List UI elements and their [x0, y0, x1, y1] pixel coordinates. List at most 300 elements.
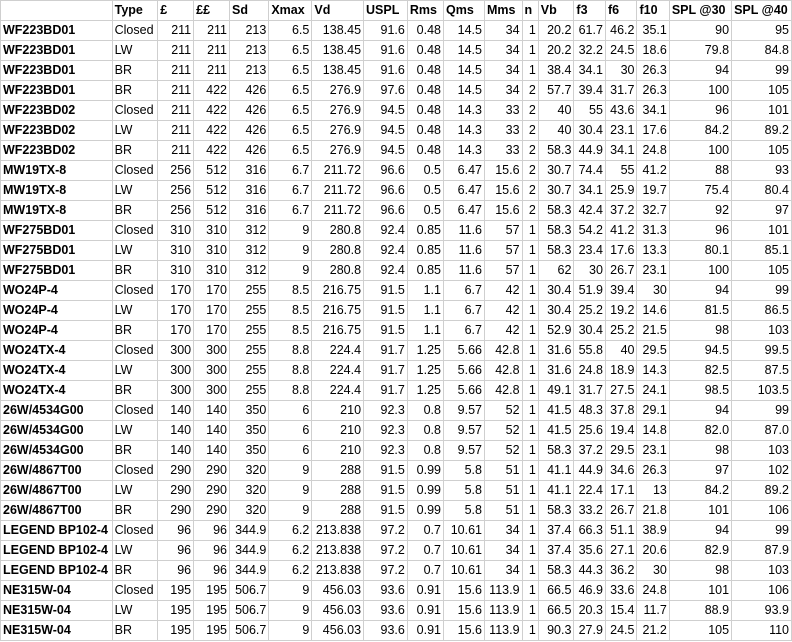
value-cell[interactable]: 84.8	[732, 41, 792, 61]
header-cell[interactable]: SPL @30	[669, 1, 731, 21]
value-cell[interactable]: 0.5	[407, 201, 443, 221]
type-cell[interactable]: Closed	[112, 221, 158, 241]
type-cell[interactable]: BR	[112, 61, 158, 81]
value-cell[interactable]: 30	[637, 561, 669, 581]
value-cell[interactable]: 29.5	[637, 341, 669, 361]
value-cell[interactable]: 6.7	[444, 281, 485, 301]
type-cell[interactable]: BR	[112, 561, 158, 581]
value-cell[interactable]: 90.3	[538, 621, 574, 641]
model-cell[interactable]: NE315W-04	[1, 621, 113, 641]
value-cell[interactable]: 26.3	[637, 461, 669, 481]
value-cell[interactable]: 140	[194, 441, 230, 461]
value-cell[interactable]: 17.1	[605, 481, 637, 501]
value-cell[interactable]: 316	[230, 161, 269, 181]
value-cell[interactable]: 66.5	[538, 601, 574, 621]
value-cell[interactable]: 101	[669, 501, 731, 521]
header-cell[interactable]: Rms	[407, 1, 443, 21]
value-cell[interactable]: 10.61	[444, 541, 485, 561]
value-cell[interactable]: 1.1	[407, 301, 443, 321]
value-cell[interactable]: 17.6	[637, 121, 669, 141]
model-cell[interactable]: WF223BD02	[1, 101, 113, 121]
value-cell[interactable]: 320	[230, 501, 269, 521]
value-cell[interactable]: 95	[732, 21, 792, 41]
value-cell[interactable]: 105	[732, 261, 792, 281]
value-cell[interactable]: 15.6	[444, 621, 485, 641]
value-cell[interactable]: 0.85	[407, 261, 443, 281]
value-cell[interactable]: 81.5	[669, 301, 731, 321]
value-cell[interactable]: 15.6	[485, 161, 523, 181]
value-cell[interactable]: 14.3	[637, 361, 669, 381]
value-cell[interactable]: 8.8	[269, 341, 312, 361]
value-cell[interactable]: 344.9	[230, 561, 269, 581]
value-cell[interactable]: 58.3	[538, 561, 574, 581]
value-cell[interactable]: 91.7	[364, 361, 408, 381]
value-cell[interactable]: 280.8	[312, 221, 364, 241]
model-cell[interactable]: WO24TX-4	[1, 361, 113, 381]
value-cell[interactable]: 1	[522, 441, 538, 461]
value-cell[interactable]: 75.4	[669, 181, 731, 201]
value-cell[interactable]: 57	[485, 241, 523, 261]
value-cell[interactable]: 91.5	[364, 461, 408, 481]
value-cell[interactable]: 0.8	[407, 441, 443, 461]
value-cell[interactable]: 97.2	[364, 561, 408, 581]
value-cell[interactable]: 24.8	[637, 581, 669, 601]
value-cell[interactable]: 216.75	[312, 321, 364, 341]
value-cell[interactable]: 92	[669, 201, 731, 221]
value-cell[interactable]: 38.9	[637, 521, 669, 541]
value-cell[interactable]: 211	[158, 141, 194, 161]
value-cell[interactable]: 18.9	[605, 361, 637, 381]
value-cell[interactable]: 0.48	[407, 141, 443, 161]
value-cell[interactable]: 94.5	[364, 121, 408, 141]
value-cell[interactable]: 58.3	[538, 241, 574, 261]
value-cell[interactable]: 15.6	[444, 601, 485, 621]
type-cell[interactable]: LW	[112, 481, 158, 501]
value-cell[interactable]: 290	[158, 501, 194, 521]
value-cell[interactable]: 30.4	[538, 301, 574, 321]
value-cell[interactable]: 0.91	[407, 621, 443, 641]
value-cell[interactable]: 89.2	[732, 481, 792, 501]
value-cell[interactable]: 2	[522, 81, 538, 101]
value-cell[interactable]: 310	[158, 241, 194, 261]
value-cell[interactable]: 170	[158, 321, 194, 341]
model-cell[interactable]: LEGEND BP102-4	[1, 561, 113, 581]
value-cell[interactable]: 6	[269, 401, 312, 421]
value-cell[interactable]: 61.7	[574, 21, 606, 41]
value-cell[interactable]: 1	[522, 281, 538, 301]
value-cell[interactable]: 32.2	[574, 41, 606, 61]
value-cell[interactable]: 456.03	[312, 621, 364, 641]
value-cell[interactable]: 320	[230, 481, 269, 501]
value-cell[interactable]: 100	[669, 141, 731, 161]
header-cell[interactable]: Qms	[444, 1, 485, 21]
value-cell[interactable]: 6.5	[269, 21, 312, 41]
type-cell[interactable]: BR	[112, 501, 158, 521]
value-cell[interactable]: 33.6	[605, 581, 637, 601]
value-cell[interactable]: 96	[194, 521, 230, 541]
header-cell[interactable]: Xmax	[269, 1, 312, 21]
type-cell[interactable]: LW	[112, 241, 158, 261]
value-cell[interactable]: 310	[158, 261, 194, 281]
value-cell[interactable]: 93.6	[364, 621, 408, 641]
value-cell[interactable]: 170	[194, 281, 230, 301]
value-cell[interactable]: 506.7	[230, 621, 269, 641]
value-cell[interactable]: 195	[158, 601, 194, 621]
value-cell[interactable]: 52.9	[538, 321, 574, 341]
value-cell[interactable]: 6.2	[269, 561, 312, 581]
value-cell[interactable]: 96	[194, 561, 230, 581]
value-cell[interactable]: 211	[158, 61, 194, 81]
value-cell[interactable]: 5.8	[444, 481, 485, 501]
header-cell[interactable]: £	[158, 1, 194, 21]
value-cell[interactable]: 6.7	[269, 161, 312, 181]
value-cell[interactable]: 48.3	[574, 401, 606, 421]
value-cell[interactable]: 0.5	[407, 161, 443, 181]
value-cell[interactable]: 30	[605, 61, 637, 81]
value-cell[interactable]: 58.3	[538, 501, 574, 521]
value-cell[interactable]: 42.8	[485, 381, 523, 401]
value-cell[interactable]: 15.4	[605, 601, 637, 621]
value-cell[interactable]: 6.5	[269, 61, 312, 81]
value-cell[interactable]: 35.6	[574, 541, 606, 561]
value-cell[interactable]: 276.9	[312, 121, 364, 141]
value-cell[interactable]: 195	[158, 621, 194, 641]
value-cell[interactable]: 96.6	[364, 161, 408, 181]
value-cell[interactable]: 20.6	[637, 541, 669, 561]
value-cell[interactable]: 6.47	[444, 201, 485, 221]
value-cell[interactable]: 41.5	[538, 401, 574, 421]
value-cell[interactable]: 312	[230, 241, 269, 261]
value-cell[interactable]: 14.8	[637, 421, 669, 441]
value-cell[interactable]: 0.48	[407, 81, 443, 101]
value-cell[interactable]: 52	[485, 421, 523, 441]
value-cell[interactable]: 9	[269, 241, 312, 261]
type-cell[interactable]: BR	[112, 441, 158, 461]
value-cell[interactable]: 37.2	[605, 201, 637, 221]
value-cell[interactable]: 255	[230, 381, 269, 401]
value-cell[interactable]: 34.1	[574, 181, 606, 201]
value-cell[interactable]: 74.4	[574, 161, 606, 181]
value-cell[interactable]: 1	[522, 401, 538, 421]
value-cell[interactable]: 138.45	[312, 61, 364, 81]
value-cell[interactable]: 91.6	[364, 21, 408, 41]
value-cell[interactable]: 99	[732, 401, 792, 421]
value-cell[interactable]: 2	[522, 161, 538, 181]
value-cell[interactable]: 101	[669, 581, 731, 601]
value-cell[interactable]: 94.5	[364, 101, 408, 121]
value-cell[interactable]: 11.6	[444, 241, 485, 261]
value-cell[interactable]: 82.5	[669, 361, 731, 381]
value-cell[interactable]: 9	[269, 621, 312, 641]
value-cell[interactable]: 92.4	[364, 221, 408, 241]
value-cell[interactable]: 8.8	[269, 361, 312, 381]
model-cell[interactable]: MW19TX-8	[1, 201, 113, 221]
value-cell[interactable]: 52	[485, 401, 523, 421]
value-cell[interactable]: 37.2	[574, 441, 606, 461]
value-cell[interactable]: 9	[269, 481, 312, 501]
value-cell[interactable]: 46.9	[574, 581, 606, 601]
value-cell[interactable]: 96	[158, 521, 194, 541]
value-cell[interactable]: 37.8	[605, 401, 637, 421]
value-cell[interactable]: 33	[485, 101, 523, 121]
type-cell[interactable]: Closed	[112, 581, 158, 601]
value-cell[interactable]: 211.72	[312, 201, 364, 221]
value-cell[interactable]: 6	[269, 441, 312, 461]
value-cell[interactable]: 6.5	[269, 101, 312, 121]
value-cell[interactable]: 310	[194, 261, 230, 281]
model-cell[interactable]: 26W/4867T00	[1, 461, 113, 481]
type-cell[interactable]: Closed	[112, 341, 158, 361]
value-cell[interactable]: 0.99	[407, 501, 443, 521]
value-cell[interactable]: 1	[522, 501, 538, 521]
header-cell[interactable]: Vd	[312, 1, 364, 21]
value-cell[interactable]: 96	[158, 541, 194, 561]
value-cell[interactable]: 6.7	[444, 301, 485, 321]
value-cell[interactable]: 100	[669, 261, 731, 281]
model-cell[interactable]: WO24P-4	[1, 321, 113, 341]
value-cell[interactable]: 506.7	[230, 581, 269, 601]
value-cell[interactable]: 9	[269, 601, 312, 621]
value-cell[interactable]: 213	[230, 21, 269, 41]
value-cell[interactable]: 140	[158, 401, 194, 421]
value-cell[interactable]: 6.7	[269, 201, 312, 221]
value-cell[interactable]: 14.5	[444, 81, 485, 101]
value-cell[interactable]: 6.5	[269, 141, 312, 161]
value-cell[interactable]: 20.2	[538, 41, 574, 61]
value-cell[interactable]: 98	[669, 441, 731, 461]
value-cell[interactable]: 66.3	[574, 521, 606, 541]
value-cell[interactable]: 6.5	[269, 81, 312, 101]
value-cell[interactable]: 344.9	[230, 521, 269, 541]
value-cell[interactable]: 280.8	[312, 261, 364, 281]
value-cell[interactable]: 94	[669, 61, 731, 81]
value-cell[interactable]: 34	[485, 521, 523, 541]
value-cell[interactable]: 9.57	[444, 401, 485, 421]
value-cell[interactable]: 14.6	[637, 301, 669, 321]
value-cell[interactable]: 24.8	[637, 141, 669, 161]
value-cell[interactable]: 58.3	[538, 441, 574, 461]
value-cell[interactable]: 1.25	[407, 381, 443, 401]
value-cell[interactable]: 39.4	[574, 81, 606, 101]
value-cell[interactable]: 35.1	[637, 21, 669, 41]
value-cell[interactable]: 51	[485, 461, 523, 481]
value-cell[interactable]: 30.4	[574, 121, 606, 141]
value-cell[interactable]: 94.5	[669, 341, 731, 361]
value-cell[interactable]: 8.5	[269, 321, 312, 341]
value-cell[interactable]: 288	[312, 461, 364, 481]
type-cell[interactable]: BR	[112, 381, 158, 401]
value-cell[interactable]: 426	[230, 101, 269, 121]
value-cell[interactable]: 23.1	[637, 441, 669, 461]
value-cell[interactable]: 1.1	[407, 321, 443, 341]
value-cell[interactable]: 58.3	[538, 221, 574, 241]
value-cell[interactable]: 0.8	[407, 401, 443, 421]
value-cell[interactable]: 26.7	[605, 261, 637, 281]
value-cell[interactable]: 91.7	[364, 341, 408, 361]
value-cell[interactable]: 96	[669, 221, 731, 241]
value-cell[interactable]: 91.5	[364, 481, 408, 501]
value-cell[interactable]: 1	[522, 341, 538, 361]
value-cell[interactable]: 506.7	[230, 601, 269, 621]
value-cell[interactable]: 40	[538, 121, 574, 141]
value-cell[interactable]: 93.9	[732, 601, 792, 621]
value-cell[interactable]: 34	[485, 561, 523, 581]
type-cell[interactable]: LW	[112, 41, 158, 61]
value-cell[interactable]: 55	[605, 161, 637, 181]
value-cell[interactable]: 91.7	[364, 381, 408, 401]
value-cell[interactable]: 34.6	[605, 461, 637, 481]
value-cell[interactable]: 2	[522, 181, 538, 201]
value-cell[interactable]: 58.3	[538, 201, 574, 221]
value-cell[interactable]: 34	[485, 541, 523, 561]
value-cell[interactable]: 344.9	[230, 541, 269, 561]
value-cell[interactable]: 290	[158, 481, 194, 501]
value-cell[interactable]: 87.9	[732, 541, 792, 561]
value-cell[interactable]: 14.3	[444, 141, 485, 161]
value-cell[interactable]: 213.838	[312, 541, 364, 561]
header-cell[interactable]: f10	[637, 1, 669, 21]
value-cell[interactable]: 5.8	[444, 461, 485, 481]
value-cell[interactable]: 0.48	[407, 121, 443, 141]
header-cell-model[interactable]	[1, 1, 113, 21]
value-cell[interactable]: 93.6	[364, 581, 408, 601]
value-cell[interactable]: 91.6	[364, 61, 408, 81]
header-cell[interactable]: Vb	[538, 1, 574, 21]
value-cell[interactable]: 195	[194, 621, 230, 641]
value-cell[interactable]: 256	[158, 181, 194, 201]
value-cell[interactable]: 91.5	[364, 501, 408, 521]
value-cell[interactable]: 224.4	[312, 361, 364, 381]
value-cell[interactable]: 213.838	[312, 521, 364, 541]
value-cell[interactable]: 23.1	[637, 261, 669, 281]
value-cell[interactable]: 224.4	[312, 381, 364, 401]
value-cell[interactable]: 11.7	[637, 601, 669, 621]
type-cell[interactable]: LW	[112, 181, 158, 201]
value-cell[interactable]: 310	[194, 241, 230, 261]
value-cell[interactable]: 14.3	[444, 121, 485, 141]
value-cell[interactable]: 87.0	[732, 421, 792, 441]
value-cell[interactable]: 80.4	[732, 181, 792, 201]
value-cell[interactable]: 0.85	[407, 241, 443, 261]
value-cell[interactable]: 1	[522, 461, 538, 481]
value-cell[interactable]: 24.5	[605, 41, 637, 61]
value-cell[interactable]: 26.7	[605, 501, 637, 521]
value-cell[interactable]: 92.3	[364, 421, 408, 441]
value-cell[interactable]: 58.3	[538, 141, 574, 161]
header-cell[interactable]: ££	[194, 1, 230, 21]
type-cell[interactable]: Closed	[112, 401, 158, 421]
value-cell[interactable]: 512	[194, 161, 230, 181]
value-cell[interactable]: 0.99	[407, 461, 443, 481]
value-cell[interactable]: 113.9	[485, 601, 523, 621]
value-cell[interactable]: 320	[230, 461, 269, 481]
value-cell[interactable]: 211	[194, 21, 230, 41]
value-cell[interactable]: 113.9	[485, 581, 523, 601]
type-cell[interactable]: BR	[112, 621, 158, 641]
value-cell[interactable]: 0.7	[407, 521, 443, 541]
value-cell[interactable]: 26.3	[637, 81, 669, 101]
value-cell[interactable]: 2	[522, 101, 538, 121]
value-cell[interactable]: 1	[522, 381, 538, 401]
value-cell[interactable]: 14.5	[444, 41, 485, 61]
value-cell[interactable]: 87.5	[732, 361, 792, 381]
value-cell[interactable]: 0.99	[407, 481, 443, 501]
value-cell[interactable]: 42	[485, 321, 523, 341]
type-cell[interactable]: Closed	[112, 161, 158, 181]
value-cell[interactable]: 91.5	[364, 321, 408, 341]
value-cell[interactable]: 30.7	[538, 181, 574, 201]
value-cell[interactable]: 24.8	[574, 361, 606, 381]
value-cell[interactable]: 13	[637, 481, 669, 501]
value-cell[interactable]: 288	[312, 501, 364, 521]
model-cell[interactable]: WF223BD01	[1, 41, 113, 61]
value-cell[interactable]: 0.8	[407, 421, 443, 441]
value-cell[interactable]: 31.7	[574, 381, 606, 401]
value-cell[interactable]: 211	[194, 41, 230, 61]
value-cell[interactable]: 256	[158, 161, 194, 181]
type-cell[interactable]: LW	[112, 601, 158, 621]
value-cell[interactable]: 55	[574, 101, 606, 121]
model-cell[interactable]: MW19TX-8	[1, 161, 113, 181]
value-cell[interactable]: 103	[732, 561, 792, 581]
value-cell[interactable]: 426	[230, 81, 269, 101]
value-cell[interactable]: 93	[732, 161, 792, 181]
value-cell[interactable]: 31.6	[538, 361, 574, 381]
value-cell[interactable]: 1	[522, 481, 538, 501]
value-cell[interactable]: 99	[732, 521, 792, 541]
value-cell[interactable]: 255	[230, 341, 269, 361]
type-cell[interactable]: Closed	[112, 101, 158, 121]
header-cell[interactable]: Mms	[485, 1, 523, 21]
value-cell[interactable]: 42.4	[574, 201, 606, 221]
value-cell[interactable]: 195	[194, 581, 230, 601]
value-cell[interactable]: 34	[485, 81, 523, 101]
value-cell[interactable]: 30.4	[574, 321, 606, 341]
value-cell[interactable]: 9	[269, 221, 312, 241]
model-cell[interactable]: 26W/4867T00	[1, 501, 113, 521]
value-cell[interactable]: 211.72	[312, 161, 364, 181]
value-cell[interactable]: 1	[522, 241, 538, 261]
value-cell[interactable]: 288	[312, 481, 364, 501]
value-cell[interactable]: 170	[158, 281, 194, 301]
value-cell[interactable]: 0.91	[407, 601, 443, 621]
type-cell[interactable]: LW	[112, 541, 158, 561]
value-cell[interactable]: 92.4	[364, 261, 408, 281]
value-cell[interactable]: 31.6	[538, 341, 574, 361]
value-cell[interactable]: 0.48	[407, 61, 443, 81]
model-cell[interactable]: 26W/4534G00	[1, 401, 113, 421]
model-cell[interactable]: LEGEND BP102-4	[1, 541, 113, 561]
value-cell[interactable]: 195	[158, 581, 194, 601]
value-cell[interactable]: 13.3	[637, 241, 669, 261]
value-cell[interactable]: 213.838	[312, 561, 364, 581]
value-cell[interactable]: 426	[230, 121, 269, 141]
value-cell[interactable]: 9	[269, 501, 312, 521]
value-cell[interactable]: 312	[230, 221, 269, 241]
value-cell[interactable]: 29.1	[637, 401, 669, 421]
value-cell[interactable]: 25.2	[605, 321, 637, 341]
type-cell[interactable]: Closed	[112, 281, 158, 301]
value-cell[interactable]: 105	[669, 621, 731, 641]
value-cell[interactable]: 51	[485, 501, 523, 521]
value-cell[interactable]: 211	[194, 61, 230, 81]
value-cell[interactable]: 10.61	[444, 561, 485, 581]
value-cell[interactable]: 79.8	[669, 41, 731, 61]
value-cell[interactable]: 98	[669, 321, 731, 341]
value-cell[interactable]: 8.8	[269, 381, 312, 401]
model-cell[interactable]: WF223BD01	[1, 81, 113, 101]
value-cell[interactable]: 96.6	[364, 181, 408, 201]
